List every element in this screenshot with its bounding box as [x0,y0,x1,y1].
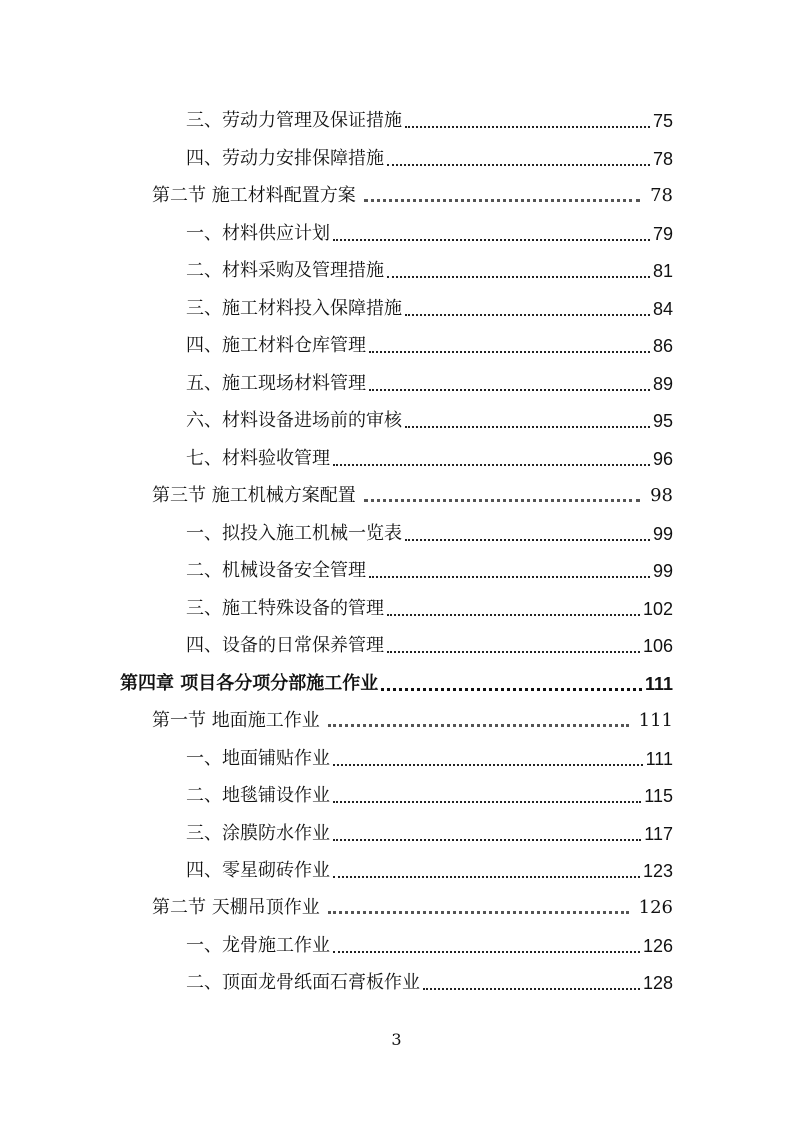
toc-entry[interactable] [186,291,673,321]
toc-dot-leader [369,576,650,578]
toc-entry[interactable] [186,103,673,133]
toc-entry-page: 98 [650,485,673,506]
toc-dot-leader [369,351,650,353]
toc-dot-leader [333,801,641,803]
toc-entry-page: 75 [652,111,673,131]
toc-entry[interactable] [186,366,673,396]
toc-entry-title: 四、设备的日常保养管理 [186,635,384,656]
toc-entry-page: 111 [645,749,673,769]
toc-entry-page: 79 [652,224,673,244]
toc-dot-leader [333,839,641,841]
toc-entry[interactable] [186,516,673,546]
toc-entry-title: 二、材料采购及管理措施 [186,260,384,281]
toc-dot-leader [364,499,640,502]
toc-entry-title: 二、顶面龙骨纸面石膏板作业 [186,972,420,993]
toc-entry[interactable] [186,553,673,583]
toc-dot-leader [387,164,650,166]
toc-dot-leader [333,951,640,953]
toc-dot-leader [333,876,640,878]
toc-dot-leader [364,199,640,202]
toc-entry-title: 六、材料设备进场前的审核 [186,410,402,431]
toc-entry-page: 123 [642,861,673,881]
toc-entry-page: 78 [652,149,673,169]
toc-entry-title: 一、地面铺贴作业 [186,748,330,769]
toc-entry-page: 111 [638,710,673,731]
toc-entry-title: 一、龙骨施工作业 [186,935,330,956]
toc-entry[interactable] [186,216,673,246]
toc-dot-leader [423,988,640,990]
toc-entry-title: 三、施工材料投入保障措施 [186,298,402,319]
toc-dot-leader [328,724,629,727]
toc-entry[interactable] [186,591,673,621]
toc-entry[interactable] [186,141,673,171]
toc-entry-title: 四、施工材料仓库管理 [186,335,366,356]
toc-entry-title: 三、涂膜防水作业 [186,823,330,844]
toc-dot-leader [387,276,650,278]
toc-entry-page: 99 [652,524,673,544]
toc-entry[interactable] [186,853,673,883]
toc-dot-leader [333,764,643,766]
toc-entry[interactable] [152,478,673,508]
toc-dot-leader [405,126,650,128]
toc-entry-title: 四、劳动力安排保障措施 [186,148,384,169]
toc-entry-title: 三、劳动力管理及保证措施 [186,110,402,131]
toc-dot-leader [387,651,640,653]
toc-entry-title: 五、施工现场材料管理 [186,373,366,394]
toc-entry-title: 四、零星砌砖作业 [186,860,330,881]
toc-entry-page: 78 [650,185,673,206]
toc-dot-leader [405,426,650,428]
toc-entry-title: 第三节 施工机械方案配置 [152,485,356,506]
toc-entry-page: 102 [642,599,673,619]
toc-entry-title: 第二节 天棚吊顶作业 [152,897,320,918]
toc-entry[interactable] [186,253,673,283]
toc-entry-page: 96 [652,449,673,469]
toc-entry[interactable] [186,441,673,471]
toc-entry-page: 86 [652,336,673,356]
toc-entry-chapter[interactable] [120,666,673,696]
toc-entry-page: 117 [644,824,673,844]
toc-entry-title: 三、施工特殊设备的管理 [186,598,384,619]
toc-entry-title: 第二节 施工材料配置方案 [152,185,356,206]
toc-dot-leader [387,614,640,616]
toc-dot-leader [333,464,650,466]
toc-entry[interactable] [186,928,673,958]
toc-entry-page: 128 [642,973,673,993]
toc-entry-title: 二、地毯铺设作业 [186,785,330,806]
toc-entry-page: 95 [652,411,673,431]
toc-entry-title: 一、材料供应计划 [186,223,330,244]
toc-entry-title: 七、材料验收管理 [186,448,330,469]
page-number: 3 [391,1030,402,1049]
toc-entry-title: 二、机械设备安全管理 [186,560,366,581]
toc-entry[interactable] [186,778,673,808]
toc-entry-page: 126 [638,897,673,918]
toc-entry[interactable] [186,741,673,771]
toc-entry-page: 89 [652,374,673,394]
toc-entry[interactable] [186,965,673,995]
toc-entry-title: 第四章 项目各分项分部施工作业 [120,673,379,694]
toc-entry[interactable] [186,816,673,846]
toc-entry-page: 99 [652,561,673,581]
toc-dot-leader [405,539,650,541]
toc-entry-title: 一、拟投入施工机械一览表 [186,523,402,544]
toc-entry[interactable] [152,703,673,733]
toc-dot-leader [381,688,642,691]
toc-dot-leader [405,314,650,316]
toc-dot-leader [333,239,650,241]
toc-entry[interactable] [186,628,673,658]
toc-entry-page: 84 [652,299,673,319]
toc-entry[interactable] [186,403,673,433]
toc-entry-page: 115 [644,786,673,806]
toc-entry[interactable] [186,328,673,358]
toc-entry-page: 111 [644,674,673,694]
toc-entry[interactable] [152,890,673,920]
toc-dot-leader [369,389,650,391]
toc-entry-title: 第一节 地面施工作业 [152,710,320,731]
toc-entry[interactable] [152,178,673,208]
toc-dot-leader [328,911,629,914]
toc-entry-page: 81 [652,261,673,281]
toc-entry-page: 126 [642,936,673,956]
toc-entry-page: 106 [642,636,673,656]
